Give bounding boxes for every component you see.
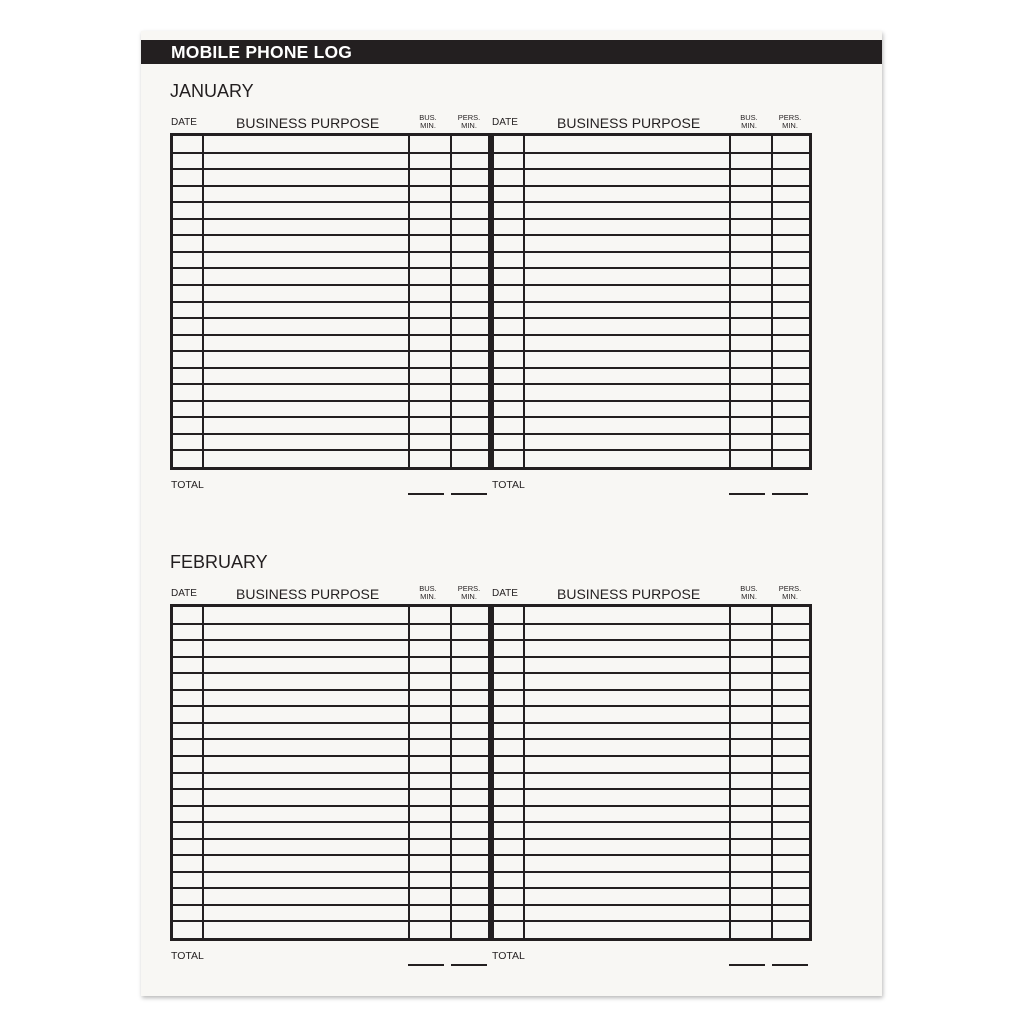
row-divider — [494, 400, 809, 402]
bus-label: BUS. — [419, 113, 437, 122]
column-divider — [523, 136, 525, 467]
row-divider — [494, 838, 809, 840]
row-divider — [494, 639, 809, 641]
pers-label: PERS. — [457, 113, 481, 122]
row-divider — [494, 656, 809, 658]
column-divider — [408, 136, 410, 467]
pers-min-column-header — [773, 114, 807, 130]
business-purpose-column-header: BUSINESS PURPOSE — [236, 586, 380, 602]
min-label: MIN. — [741, 121, 757, 130]
row-divider — [494, 871, 809, 873]
row-divider — [173, 623, 488, 625]
column-divider — [729, 136, 731, 467]
row-divider — [173, 656, 488, 658]
date-column-header: DATE — [171, 588, 197, 599]
min-label: MIN. — [420, 592, 436, 601]
row-divider — [173, 871, 488, 873]
row-divider — [173, 185, 488, 187]
column-divider — [771, 607, 773, 938]
column-divider — [771, 136, 773, 467]
total-label: TOTAL — [171, 479, 204, 491]
date-column-header: DATE — [171, 117, 197, 128]
row-divider — [173, 267, 488, 269]
row-divider — [173, 838, 488, 840]
row-divider — [173, 755, 488, 757]
column-divider — [202, 607, 204, 938]
min-label: MIN. — [461, 121, 477, 130]
row-divider — [173, 317, 488, 319]
month-section-february — [141, 552, 882, 982]
page-title: MOBILE PHONE LOG — [171, 42, 353, 62]
bus-total-blank[interactable] — [408, 493, 444, 495]
log-table — [491, 604, 812, 941]
row-divider — [494, 267, 809, 269]
row-divider — [494, 772, 809, 774]
row-divider — [494, 251, 809, 253]
row-divider — [173, 251, 488, 253]
row-divider — [173, 689, 488, 691]
row-divider — [494, 887, 809, 889]
row-divider — [173, 301, 488, 303]
row-divider — [173, 788, 488, 790]
pers-total-blank[interactable] — [451, 964, 487, 966]
date-column-header: DATE — [492, 588, 518, 599]
column-divider — [450, 136, 452, 467]
row-divider — [494, 416, 809, 418]
pers-min-column-header — [452, 114, 486, 130]
bus-label: BUS. — [419, 584, 437, 593]
min-label: MIN. — [420, 121, 436, 130]
column-divider — [202, 136, 204, 467]
bus-min-column-header — [411, 585, 445, 601]
row-divider — [494, 218, 809, 220]
row-divider — [173, 350, 488, 352]
row-divider — [173, 904, 488, 906]
row-divider — [173, 854, 488, 856]
row-divider — [494, 722, 809, 724]
row-divider — [494, 350, 809, 352]
row-divider — [494, 433, 809, 435]
row-divider — [173, 218, 488, 220]
bus-label: BUS. — [740, 113, 758, 122]
row-divider — [494, 383, 809, 385]
pers-min-column-header — [773, 585, 807, 601]
row-divider — [494, 623, 809, 625]
row-divider — [173, 400, 488, 402]
total-label: TOTAL — [492, 950, 525, 962]
month-title: JANUARY — [170, 81, 254, 101]
row-divider — [173, 639, 488, 641]
row-divider — [173, 805, 488, 807]
row-divider — [494, 904, 809, 906]
row-divider — [494, 805, 809, 807]
pers-label: PERS. — [778, 113, 802, 122]
business-purpose-column-header: BUSINESS PURPOSE — [236, 115, 380, 131]
bus-min-column-header — [411, 114, 445, 130]
row-divider — [494, 738, 809, 740]
row-divider — [494, 284, 809, 286]
date-column-header: DATE — [492, 117, 518, 128]
row-divider — [173, 722, 488, 724]
bus-total-blank[interactable] — [729, 493, 765, 495]
business-purpose-column-header: BUSINESS PURPOSE — [557, 586, 701, 602]
pers-total-blank[interactable] — [451, 493, 487, 495]
row-divider — [494, 755, 809, 757]
row-divider — [494, 301, 809, 303]
bus-total-blank[interactable] — [408, 964, 444, 966]
row-divider — [173, 705, 488, 707]
row-divider — [494, 234, 809, 236]
row-divider — [494, 788, 809, 790]
row-divider — [494, 449, 809, 451]
row-divider — [494, 672, 809, 674]
row-divider — [173, 672, 488, 674]
row-divider — [173, 367, 488, 369]
row-divider — [494, 201, 809, 203]
bus-total-blank[interactable] — [729, 964, 765, 966]
row-divider — [173, 433, 488, 435]
business-purpose-column-header: BUSINESS PURPOSE — [557, 115, 701, 131]
column-divider — [408, 607, 410, 938]
month-title: FEBRUARY — [170, 552, 268, 572]
row-divider — [173, 284, 488, 286]
row-divider — [494, 168, 809, 170]
pers-total-blank[interactable] — [772, 493, 808, 495]
row-divider — [494, 317, 809, 319]
row-divider — [173, 334, 488, 336]
row-divider — [173, 416, 488, 418]
row-divider — [173, 383, 488, 385]
pers-total-blank[interactable] — [772, 964, 808, 966]
log-table — [170, 604, 491, 941]
total-label: TOTAL — [171, 950, 204, 962]
pers-label: PERS. — [457, 584, 481, 593]
log-sheet — [141, 31, 882, 996]
column-divider — [729, 607, 731, 938]
row-divider — [173, 738, 488, 740]
column-divider — [523, 607, 525, 938]
min-label: MIN. — [741, 592, 757, 601]
row-divider — [173, 201, 488, 203]
pers-label: PERS. — [778, 584, 802, 593]
bus-label: BUS. — [740, 584, 758, 593]
row-divider — [494, 705, 809, 707]
bus-min-column-header — [732, 114, 766, 130]
row-divider — [494, 854, 809, 856]
row-divider — [173, 887, 488, 889]
row-divider — [173, 920, 488, 922]
row-divider — [173, 821, 488, 823]
row-divider — [173, 152, 488, 154]
row-divider — [173, 168, 488, 170]
row-divider — [494, 152, 809, 154]
header-bar — [141, 40, 882, 64]
min-label: MIN. — [782, 121, 798, 130]
min-label: MIN. — [461, 592, 477, 601]
log-table — [491, 133, 812, 470]
row-divider — [173, 449, 488, 451]
row-divider — [494, 334, 809, 336]
row-divider — [173, 234, 488, 236]
row-divider — [494, 821, 809, 823]
row-divider — [173, 772, 488, 774]
log-table — [170, 133, 491, 470]
min-label: MIN. — [782, 592, 798, 601]
row-divider — [494, 689, 809, 691]
row-divider — [494, 367, 809, 369]
total-label: TOTAL — [492, 479, 525, 491]
bus-min-column-header — [732, 585, 766, 601]
row-divider — [494, 920, 809, 922]
column-divider — [450, 607, 452, 938]
row-divider — [494, 185, 809, 187]
pers-min-column-header — [452, 585, 486, 601]
month-section-january — [141, 81, 882, 511]
